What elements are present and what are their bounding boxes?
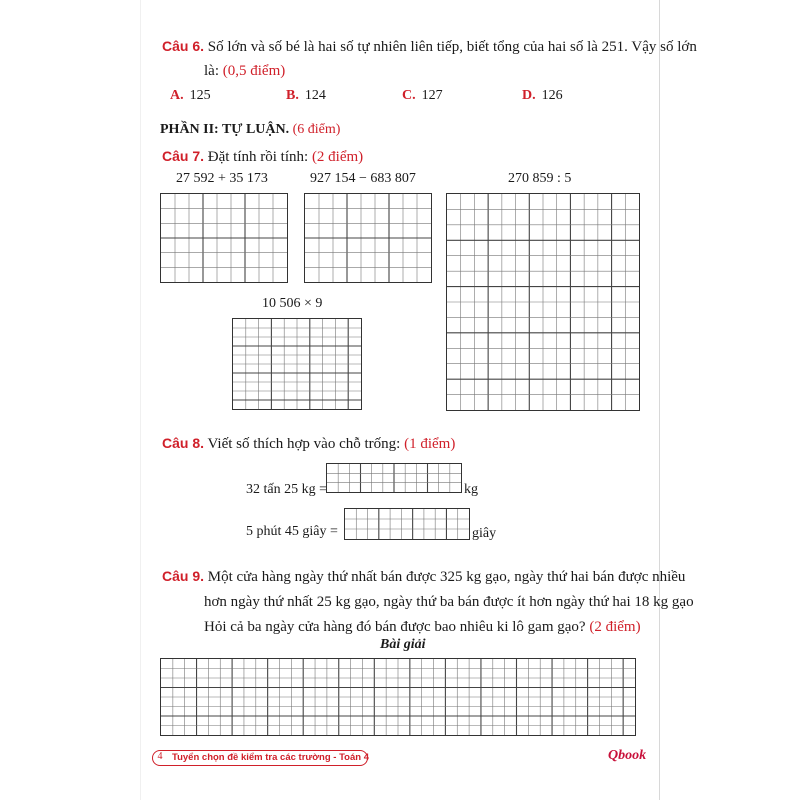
q6-text-line2: là: [204, 63, 219, 79]
q9-solution-grid[interactable] [160, 658, 636, 736]
q6-line1 [162, 38, 697, 56]
q7-expr-sub: 927 154 − 683 807 [310, 171, 416, 186]
q9-line3 [204, 619, 641, 636]
q8-line2-left: 5 phút 45 giây = [246, 524, 338, 539]
q6-option-a[interactable] [170, 88, 211, 104]
footer-book-title: Tuyển chọn đề kiểm tra các trường - Toán 4 [172, 752, 369, 763]
q6-option-c[interactable] [402, 88, 443, 104]
option-letter: B. [286, 88, 299, 103]
grid-lines [305, 194, 431, 282]
option-letter: A. [170, 88, 184, 103]
q8-label: Câu 8. [162, 435, 205, 451]
grid-lines [161, 194, 287, 282]
part2-heading [160, 122, 340, 138]
footer-page-number: 4 [157, 751, 163, 762]
q8-points: (1 điểm) [404, 436, 456, 452]
q8-text: Viết số thích hợp vào chỗ trống: [207, 436, 401, 452]
option-value: 125 [189, 88, 211, 103]
q7-sub-grid[interactable] [304, 193, 432, 283]
q9-line1 [162, 568, 685, 586]
q6-option-b[interactable] [286, 88, 326, 104]
qbook-logo: Qbook [608, 748, 647, 763]
grid-lines [345, 509, 469, 539]
option-value: 127 [421, 88, 443, 103]
grid-lines [161, 659, 635, 735]
q6-points: (0,5 điểm) [222, 63, 286, 79]
q7-heading [162, 148, 363, 166]
q9-label: Câu 9. [162, 568, 205, 584]
q8-answer2-grid[interactable] [344, 508, 470, 540]
q7-label: Câu 7. [162, 148, 205, 164]
q7-text: Đặt tính rồi tính: [207, 149, 309, 165]
q9-text-line2: hơn ngày thứ nhất 25 kg gạo, ngày thứ ba bán được ít hơn ngày thứ hai 18 kg gạo [204, 594, 694, 610]
q8-line1-left: 32 tấn 25 kg = [246, 482, 327, 497]
q9-points: (2 điểm) [589, 619, 641, 635]
q7-div-grid[interactable] [446, 193, 640, 411]
q7-expr-add: 27 592 + 35 173 [176, 171, 268, 186]
q6-option-d[interactable] [522, 88, 563, 104]
q6-text-line1: Số lớn và số bé là hai số tự nhiên liên tiếp, biết tổng của hai số là 251. Vậy số lớn [207, 39, 697, 55]
q7-expr-div: 270 859 : 5 [508, 171, 572, 186]
part2-title: PHẦN II: TỰ LUẬN. [160, 122, 290, 137]
grid-lines [447, 194, 639, 410]
option-letter: D. [522, 88, 536, 103]
grid-lines [233, 319, 361, 409]
q9-text-line3: Hỏi cả ba ngày cửa hàng đó bán được bao nhiêu ki lô gam gạo? [204, 619, 586, 635]
option-letter: C. [402, 88, 416, 103]
q7-add-grid[interactable] [160, 193, 288, 283]
part2-points: (6 điểm) [292, 122, 341, 137]
q6-line2 [204, 63, 285, 80]
q8-answer1-grid[interactable] [326, 463, 462, 493]
q9-solution-title: Bài giải [380, 637, 426, 652]
q7-expr-mul: 10 506 × 9 [262, 296, 323, 311]
option-value: 124 [304, 88, 326, 103]
q8-line1-unit: kg [464, 482, 478, 497]
grid-lines [327, 464, 461, 492]
q8-heading [162, 435, 455, 453]
q9-text-line1: Một cửa hàng ngày thứ nhất bán được 325 kg gạo, ngày thứ hai bán được nhiều [207, 569, 686, 585]
q7-mul-grid[interactable] [232, 318, 362, 410]
option-value: 126 [541, 88, 563, 103]
q7-points: (2 điểm) [311, 149, 364, 165]
q6-label: Câu 6. [162, 38, 205, 54]
q8-line2-unit: giây [472, 526, 497, 541]
